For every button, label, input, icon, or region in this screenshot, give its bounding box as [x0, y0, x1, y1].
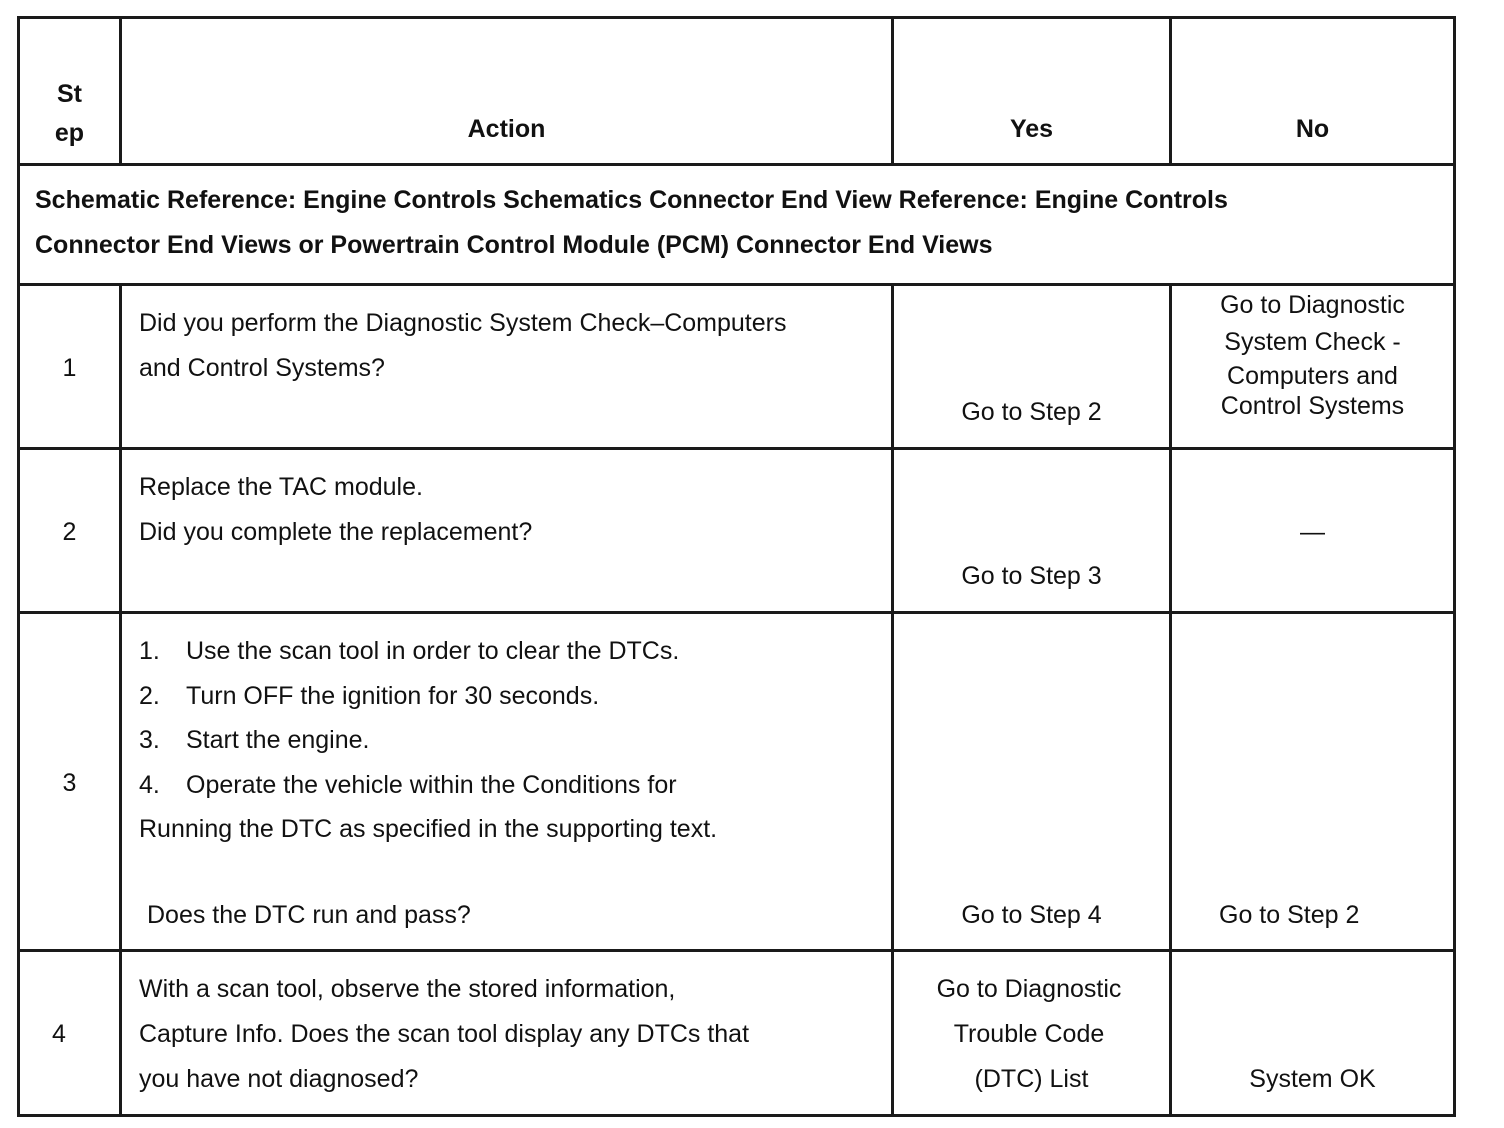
reference-row — [19, 165, 1455, 285]
header-row — [19, 18, 1455, 165]
step-number: 4 — [52, 1020, 66, 1048]
yes-link[interactable]: Go to Step 3 — [961, 562, 1102, 590]
no-line: Go to Diagnostic — [1220, 291, 1405, 319]
reference-line-2: Connector End Views or Powertrain Control Module (PCM) Connector End Views — [35, 231, 993, 259]
list-number: 1. — [139, 637, 160, 665]
no-line: System Check - — [1224, 328, 1401, 356]
list-text: Operate the vehicle within the Conditions for — [186, 770, 677, 799]
diagnostic-table — [17, 16, 1456, 1117]
list-text: Turn OFF the ignition for 30 seconds. — [186, 681, 600, 710]
action-cell — [121, 449, 893, 613]
yes-link[interactable] — [894, 952, 1169, 1114]
step-cell — [19, 449, 121, 613]
header-action-label: Action — [467, 115, 546, 143]
header-action — [121, 18, 893, 165]
table-row — [19, 613, 1455, 951]
header-no — [1171, 18, 1455, 165]
step-number: 3 — [62, 769, 77, 797]
action-question: Does the DTC run and pass? — [147, 901, 471, 929]
action-cell — [121, 613, 893, 951]
action-line: Did you complete the replacement? — [139, 518, 533, 546]
action-line: and Control Systems? — [139, 354, 385, 382]
yes-link[interactable]: Go to Step 4 — [961, 901, 1102, 929]
header-step — [19, 18, 121, 165]
list-item — [139, 763, 679, 808]
yes-line: (DTC) List — [974, 1065, 1089, 1093]
no-line: Computers and — [1227, 362, 1398, 390]
header-yes-label: Yes — [1009, 115, 1054, 143]
header-step-label: St ep — [54, 80, 85, 147]
table-row — [19, 449, 1455, 613]
yes-line: Trouble Code — [953, 1020, 1105, 1048]
yes-line: Go to Diagnostic — [936, 975, 1122, 1003]
list-item — [139, 674, 679, 719]
list-text: Use the scan tool in order to clear the DTCs. — [186, 637, 680, 665]
list-number: 3. — [139, 726, 160, 754]
reference-line-1: Schematic Reference: Engine Controls Schematics Connector End View Reference: Engine Controls — [35, 186, 1228, 214]
reference-cell — [19, 165, 1455, 285]
header-no-label: No — [1295, 115, 1330, 143]
action-cell — [121, 951, 893, 1116]
step-number: 1 — [62, 354, 77, 382]
list-text: Start the engine. — [186, 726, 370, 754]
no-line: Control Systems — [1220, 392, 1405, 420]
list-number: 2. — [139, 681, 160, 710]
yes-link[interactable]: Go to Step 2 — [961, 398, 1102, 426]
action-line: Did you perform the Diagnostic System Check–Computers — [139, 309, 787, 337]
yes-cell — [893, 951, 1171, 1116]
yes-cell — [893, 449, 1171, 613]
step-cell — [19, 613, 121, 951]
action-line: you have not diagnosed? — [139, 1065, 419, 1093]
table-row — [19, 285, 1455, 449]
no-dash: — — [1300, 518, 1325, 546]
list-item — [139, 629, 679, 674]
list-number: 4. — [139, 770, 160, 799]
no-link[interactable] — [1172, 286, 1453, 447]
action-line: Capture Info. Does the scan tool display any DTCs that — [139, 1020, 750, 1048]
action-line: Replace the TAC module. — [139, 473, 423, 501]
action-cell — [121, 285, 893, 449]
list-item — [139, 718, 679, 763]
no-cell — [1171, 285, 1455, 449]
procedure-list — [139, 629, 679, 807]
action-line: With a scan tool, observe the stored information, — [139, 975, 676, 1003]
no-link[interactable]: Go to Step 2 — [1219, 901, 1360, 929]
step-cell — [19, 951, 121, 1116]
yes-cell — [893, 613, 1171, 951]
action-continuation: Running the DTC as specified in the supporting text. — [139, 815, 718, 843]
step-number: 2 — [62, 518, 77, 546]
no-cell — [1171, 449, 1455, 613]
step-cell — [19, 285, 121, 449]
yes-cell — [893, 285, 1171, 449]
header-yes — [893, 18, 1171, 165]
table-row — [19, 951, 1455, 1116]
no-cell — [1171, 951, 1455, 1116]
no-cell — [1171, 613, 1455, 951]
no-result: System OK — [1249, 1065, 1376, 1093]
